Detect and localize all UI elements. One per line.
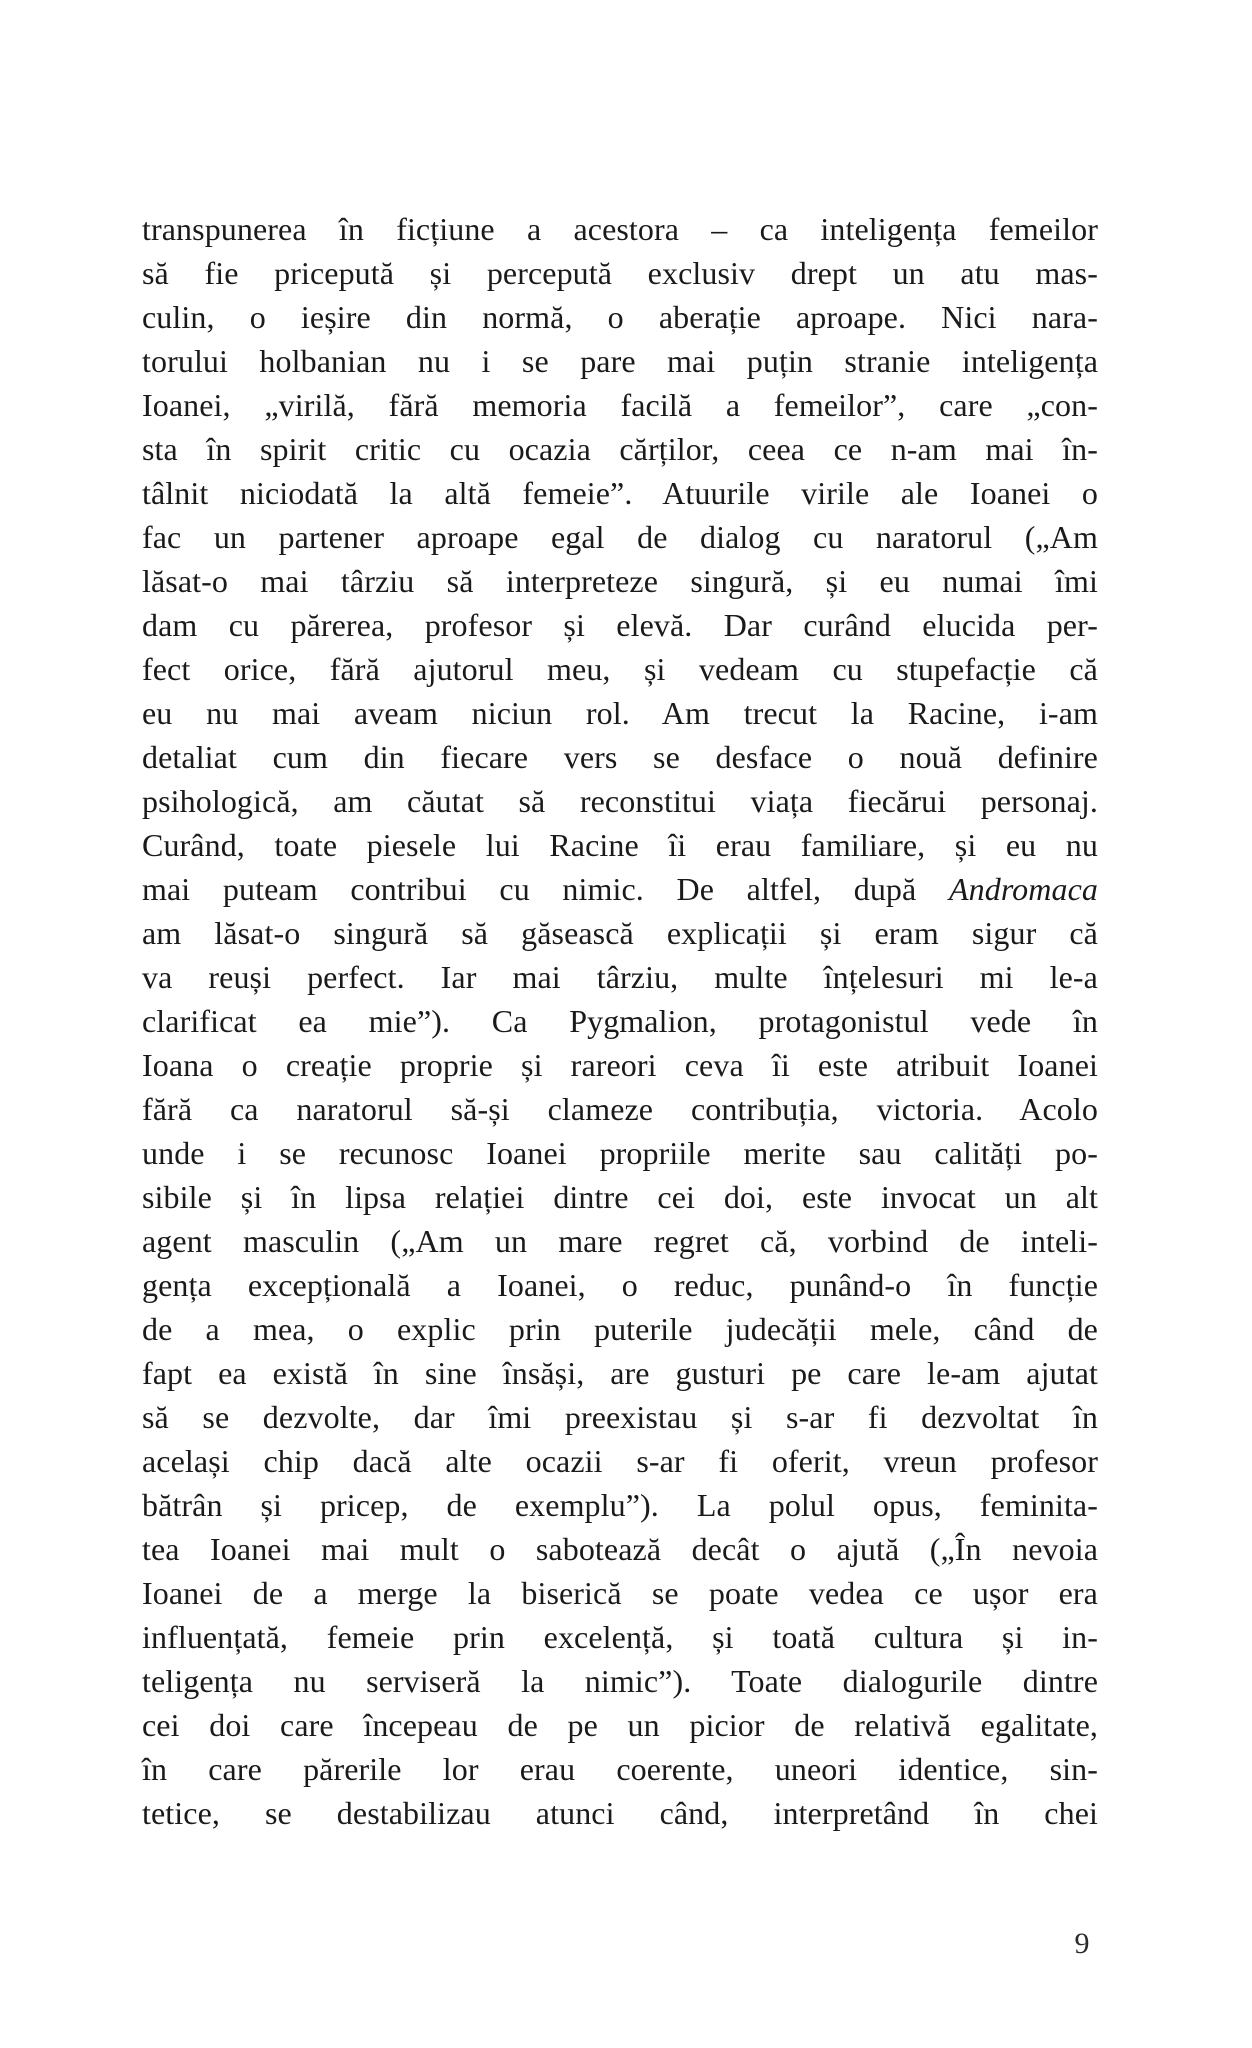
- text-line: [142, 999, 1098, 1043]
- text-segment: Curând, toate piesele lui Racine îi erau familiare, și eu nu: [142, 827, 1098, 863]
- text-segment: în care părerile lor erau coerente, uneori identice, sin-: [142, 1751, 1098, 1787]
- text-segment: lăsat-o mai târziu să interpreteze singură, și eu numai îmi: [142, 563, 1098, 599]
- text-segment: Ioanei de a merge la biserică se poate vedea ce ușor era: [142, 1575, 1098, 1611]
- text-segment: tâlnit niciodată la altă femeie”. Atuurile virile ale Ioanei o: [142, 475, 1098, 511]
- page-number: 9: [1074, 1927, 1090, 1960]
- text-segment: transpunerea în ficțiune a acestora – ca inteligența femeilor: [142, 211, 1098, 247]
- text-segment: Ioanei, „virilă, fără memoria facilă a femeilor”, care „con-: [142, 387, 1098, 423]
- text-line: [142, 1791, 1098, 1835]
- text-line: [142, 647, 1098, 691]
- text-line: [142, 1483, 1098, 1527]
- text-segment: tetice, se destabilizau atunci când, interpretând în chei: [142, 1795, 1098, 1831]
- text-segment: influențată, femeie prin excelență, și toată cultura și in-: [142, 1619, 1098, 1655]
- text-segment: agent masculin („Am un mare regret că, vorbind de inteli-: [142, 1223, 1098, 1259]
- text-segment: sta în spirit critic cu ocazia cărților, ceea ce n-am mai în-: [142, 431, 1098, 467]
- text-line: [142, 1395, 1098, 1439]
- text-segment: teligența nu serviseră la nimic”). Toate dialogurile dintre: [142, 1663, 1098, 1699]
- text-segment: să fie pricepută și percepută exclusiv drept un atu mas-: [142, 255, 1098, 291]
- text-segment: fapt ea există în sine însăși, are gusturi pe care le-am ajutat: [142, 1355, 1098, 1391]
- text-segment: culin, o ieșire din normă, o aberație aproape. Nici nara-: [142, 299, 1098, 335]
- text-line: [142, 251, 1098, 295]
- text-segment: psihologică, am căutat să reconstitui viața fiecărui personaj.: [142, 783, 1098, 819]
- text-line: [142, 735, 1098, 779]
- text-line: [142, 1571, 1098, 1615]
- text-line: [142, 295, 1098, 339]
- text-segment: detaliat cum din fiecare vers se desface o nouă definire: [142, 739, 1098, 775]
- text-segment: clarificat ea mie”). Ca Pygmalion, protagonistul vede în: [142, 1003, 1098, 1039]
- text-line: [142, 1131, 1098, 1175]
- text-line: [142, 867, 1098, 911]
- text-segment: torului holbanian nu i se pare mai puțin stranie inteligența: [142, 343, 1098, 379]
- text-line: [142, 1087, 1098, 1131]
- text-line: [142, 1747, 1098, 1791]
- text-line: [142, 559, 1098, 603]
- text-line: [142, 955, 1098, 999]
- text-segment: fără ca naratorul să-și clameze contribuția, victoria. Acolo: [142, 1091, 1098, 1127]
- text-segment: va reuși perfect. Iar mai târziu, multe înțelesuri mi le-a: [142, 959, 1098, 995]
- text-segment: același chip dacă alte ocazii s-ar fi oferit, vreun profesor: [142, 1443, 1098, 1479]
- italic-text-segment: Andromaca: [948, 871, 1098, 907]
- text-line: [142, 911, 1098, 955]
- text-line: [142, 1659, 1098, 1703]
- text-line: [142, 1439, 1098, 1483]
- text-segment: de a mea, o explic prin puterile judecății mele, când de: [142, 1311, 1098, 1347]
- text-line: [142, 1351, 1098, 1395]
- text-line: [142, 691, 1098, 735]
- text-line: [142, 823, 1098, 867]
- text-segment: tea Ioanei mai mult o sabotează decât o ajută („În nevoia: [142, 1531, 1098, 1567]
- text-segment: unde i se recunosc Ioanei propriile merite sau calități po-: [142, 1135, 1098, 1171]
- text-segment: eu nu mai aveam niciun rol. Am trecut la Racine, i-am: [142, 695, 1098, 731]
- text-line: [142, 1219, 1098, 1263]
- text-segment: dam cu părerea, profesor și elevă. Dar curând elucida per-: [142, 607, 1098, 643]
- text-segment: bătrân și pricep, de exemplu”). La polul opus, feminita-: [142, 1487, 1098, 1523]
- text-line: [142, 1527, 1098, 1571]
- text-segment: fac un partener aproape egal de dialog cu naratorul („Am: [142, 519, 1098, 555]
- text-line: [142, 471, 1098, 515]
- text-line: [142, 1175, 1098, 1219]
- text-line: [142, 1307, 1098, 1351]
- text-line: [142, 1043, 1098, 1087]
- text-line: [142, 515, 1098, 559]
- text-line: [142, 427, 1098, 471]
- text-segment: cei doi care începeau de pe un picior de relativă egalitate,: [142, 1707, 1098, 1743]
- text-line: [142, 1263, 1098, 1307]
- text-line: [142, 779, 1098, 823]
- text-segment: Ioana o creație proprie și rareori ceva îi este atribuit Ioanei: [142, 1047, 1098, 1083]
- text-segment: sibile și în lipsa relației dintre cei doi, este invocat un alt: [142, 1179, 1098, 1215]
- text-segment: gența excepțională a Ioanei, o reduc, punând-o în funcție: [142, 1267, 1098, 1303]
- body-text: [142, 207, 1098, 1835]
- text-line: [142, 339, 1098, 383]
- text-segment: mai puteam contribui cu nimic. De altfel, după: [142, 871, 949, 907]
- text-segment: fect orice, fără ajutorul meu, și vedeam cu stupefacție că: [142, 651, 1098, 687]
- text-segment: să se dezvolte, dar îmi preexistau și s-ar fi dezvoltat în: [142, 1399, 1098, 1435]
- text-line: [142, 603, 1098, 647]
- text-segment: am lăsat-o singură să găsească explicații și eram sigur că: [142, 915, 1098, 951]
- text-line: [142, 1615, 1098, 1659]
- text-line: [142, 207, 1098, 251]
- text-line: [142, 1703, 1098, 1747]
- text-line: [142, 383, 1098, 427]
